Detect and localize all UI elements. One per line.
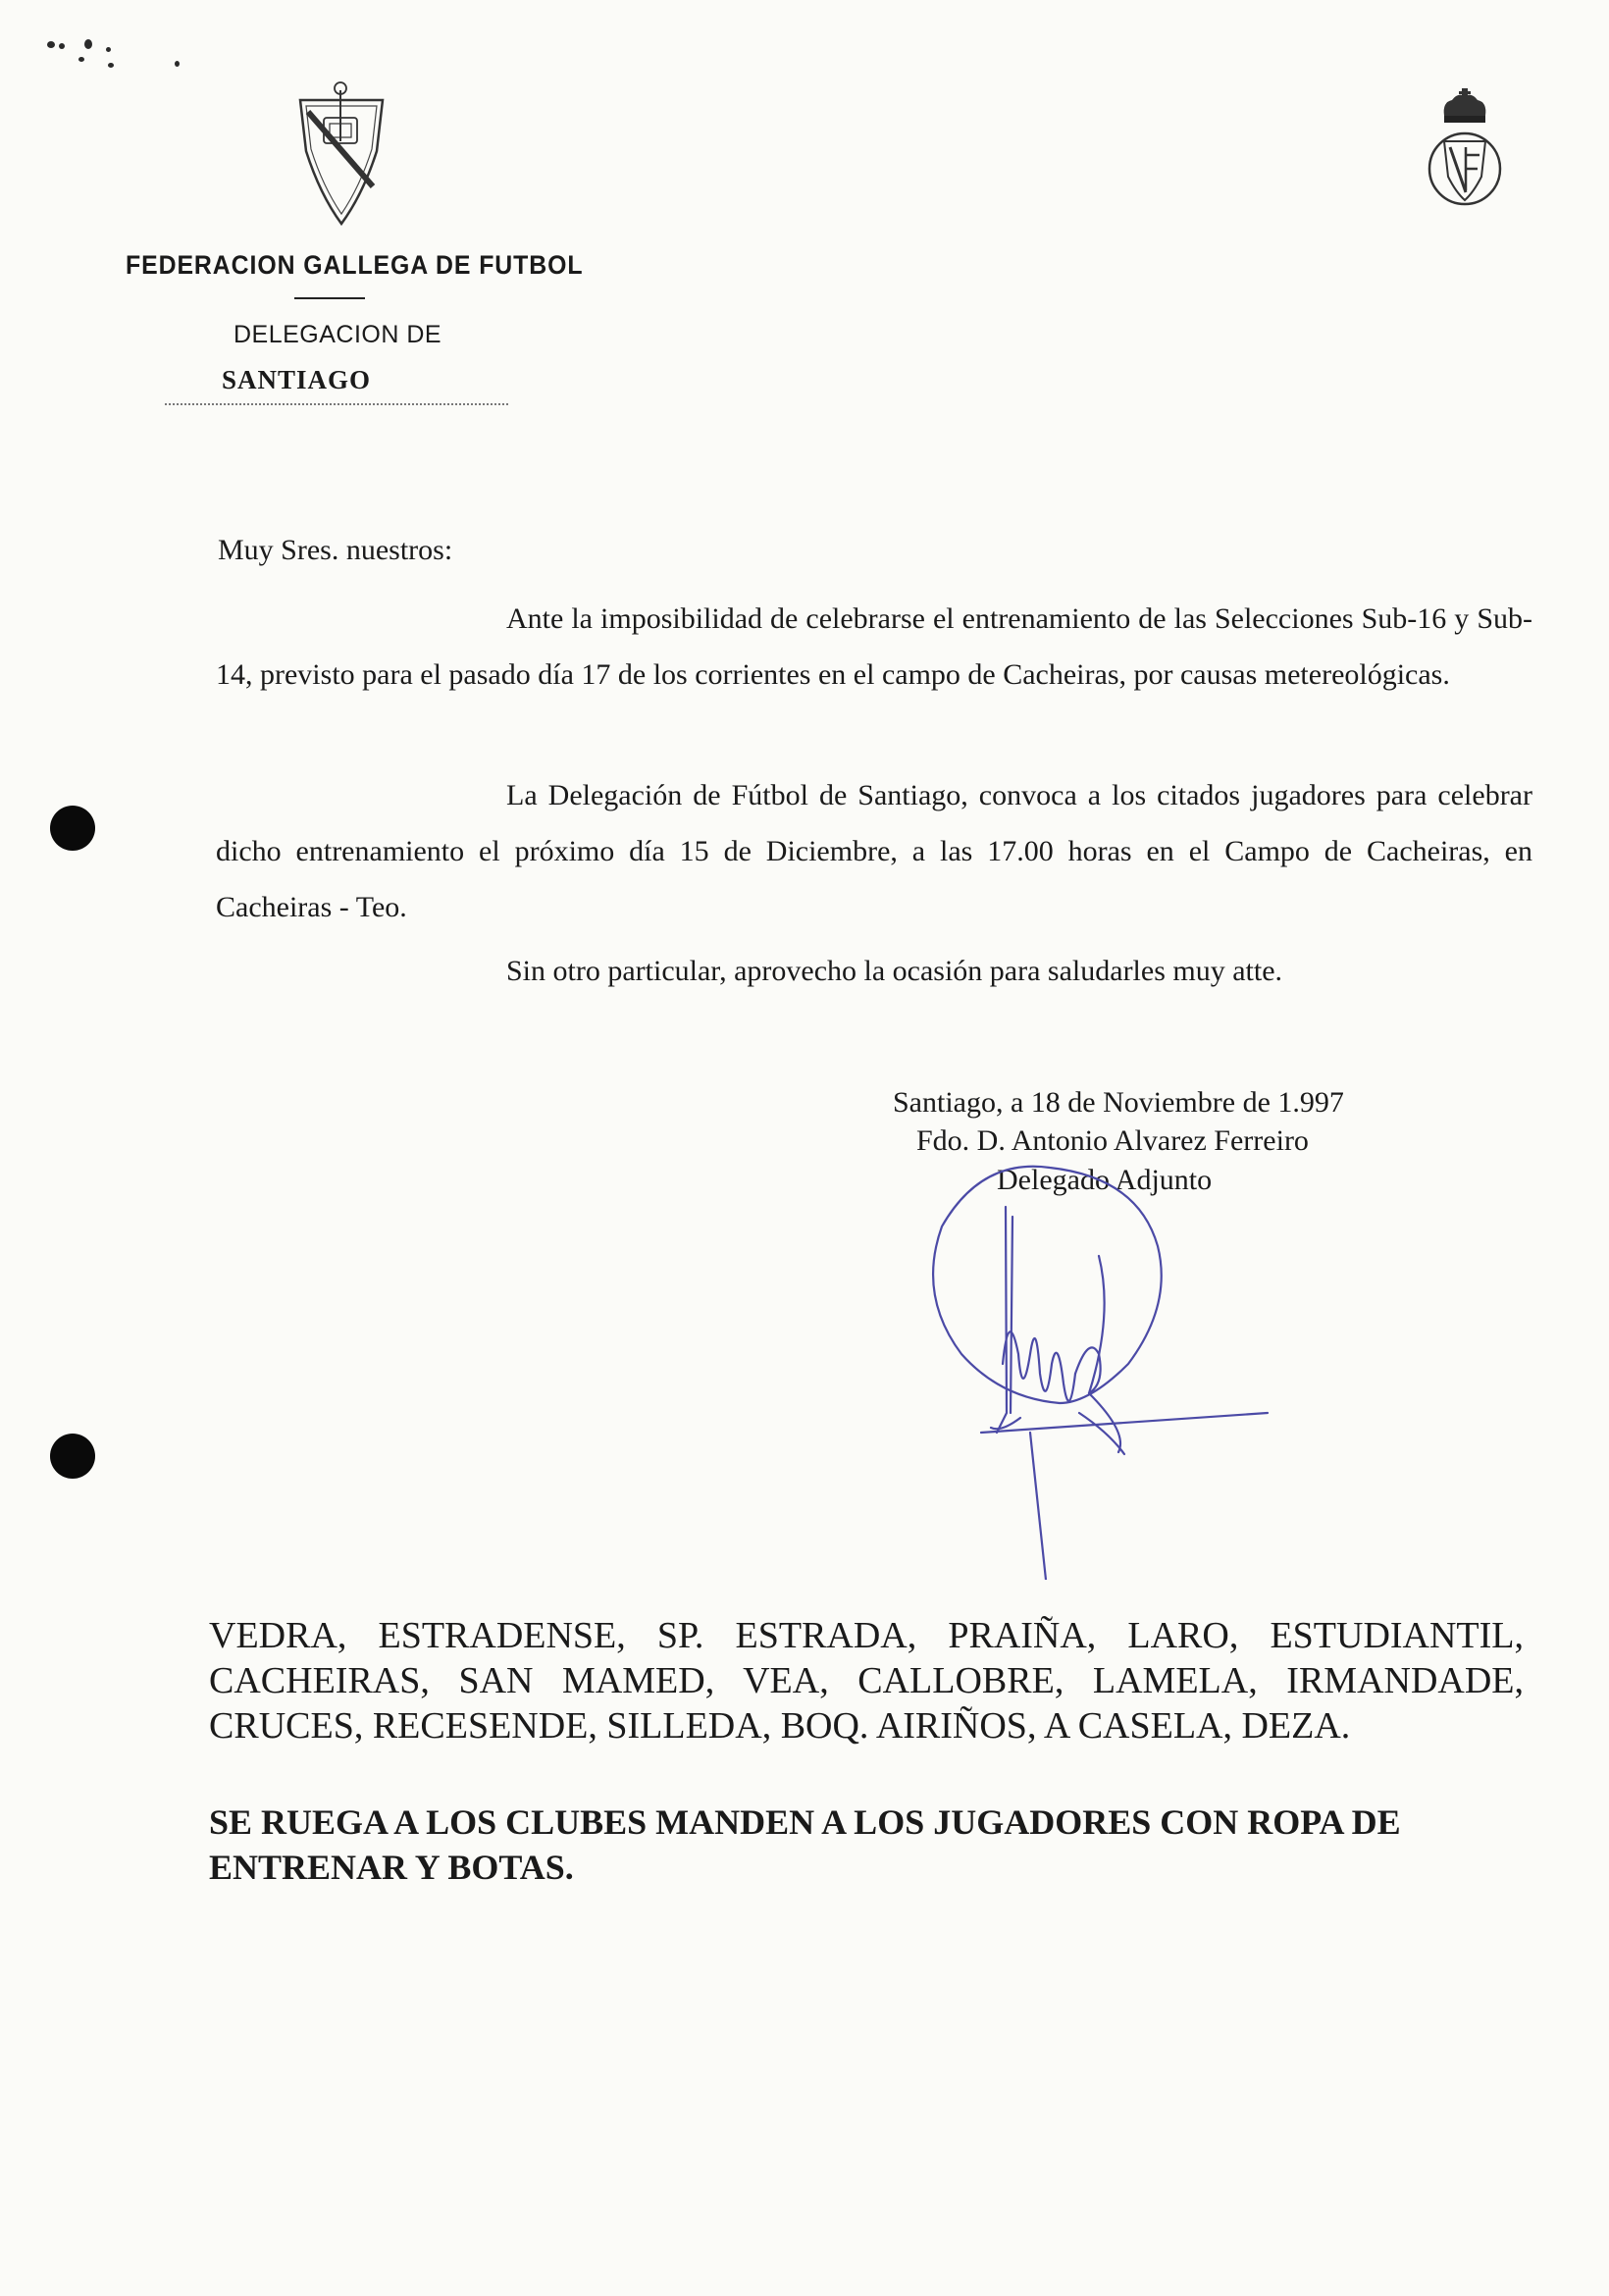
- signer-name: Fdo. D. Antonio Alvarez Ferreiro: [916, 1124, 1309, 1157]
- delegation-label: DELEGACION DE: [234, 321, 442, 348]
- scan-speck: [175, 61, 180, 67]
- scan-speck: [84, 39, 92, 49]
- clubs-list: VEDRA, ESTRADENSE, SP. ESTRADA, PRAIÑA, LARO, ESTUDIANTIL, CACHEIRAS, SAN MAMED, VEA, CALLOBRE, LAMELA, IRMANDADE, CRUCES, RECESENDE, SILLEDA, BOQ. AIRIÑOS, A CASELA, DEZA.: [209, 1615, 1524, 1747]
- rfef-crest-logo: [1423, 86, 1507, 214]
- scan-speck: [59, 43, 65, 49]
- scan-speck: [108, 63, 114, 68]
- handwritten-signature: [903, 1138, 1275, 1580]
- federation-name: FEDERACION GALLEGA DE FUTBOL: [126, 250, 584, 280]
- scan-speck: [47, 41, 55, 48]
- date-line: Santiago, a 18 de Noviembre de 1.997: [893, 1086, 1344, 1119]
- header-divider: [294, 297, 365, 299]
- signer-role: Delegado Adjunto: [997, 1164, 1213, 1196]
- fgf-shield-logo: [294, 78, 389, 228]
- delegation-city: SANTIAGO: [222, 365, 372, 394]
- punch-hole: [50, 1434, 95, 1479]
- clubs-notice: SE RUEGA A LOS CLUBES MANDEN A LOS JUGADORES CON ROPA DE ENTRENAR Y BOTAS.: [209, 1802, 1401, 1887]
- body-paragraph-3: Sin otro particular, aprovecho la ocasión para saludarles muy atte.: [506, 955, 1283, 987]
- salutation: Muy Sres. nuestros:: [218, 534, 453, 566]
- body-paragraph-2: La Delegación de Fútbol de Santiago, convoca a los citados jugadores para celebrar dicho entrenamiento el próximo día 15 de Diciembre, a las 17.00 horas en el Campo de Cacheiras, en Cacheiras - Teo.: [216, 779, 1532, 923]
- body-paragraph-1: Ante la imposibilidad de celebrarse el entrenamiento de las Selecciones Sub-16 y Sub-14, previsto para el pasado día 17 de los corrientes en el campo de Cacheiras, por causas metereológicas.: [216, 602, 1532, 691]
- dotted-divider: [165, 403, 508, 405]
- scan-speck: [78, 57, 84, 62]
- scan-speck: [106, 47, 111, 52]
- punch-hole: [50, 806, 95, 851]
